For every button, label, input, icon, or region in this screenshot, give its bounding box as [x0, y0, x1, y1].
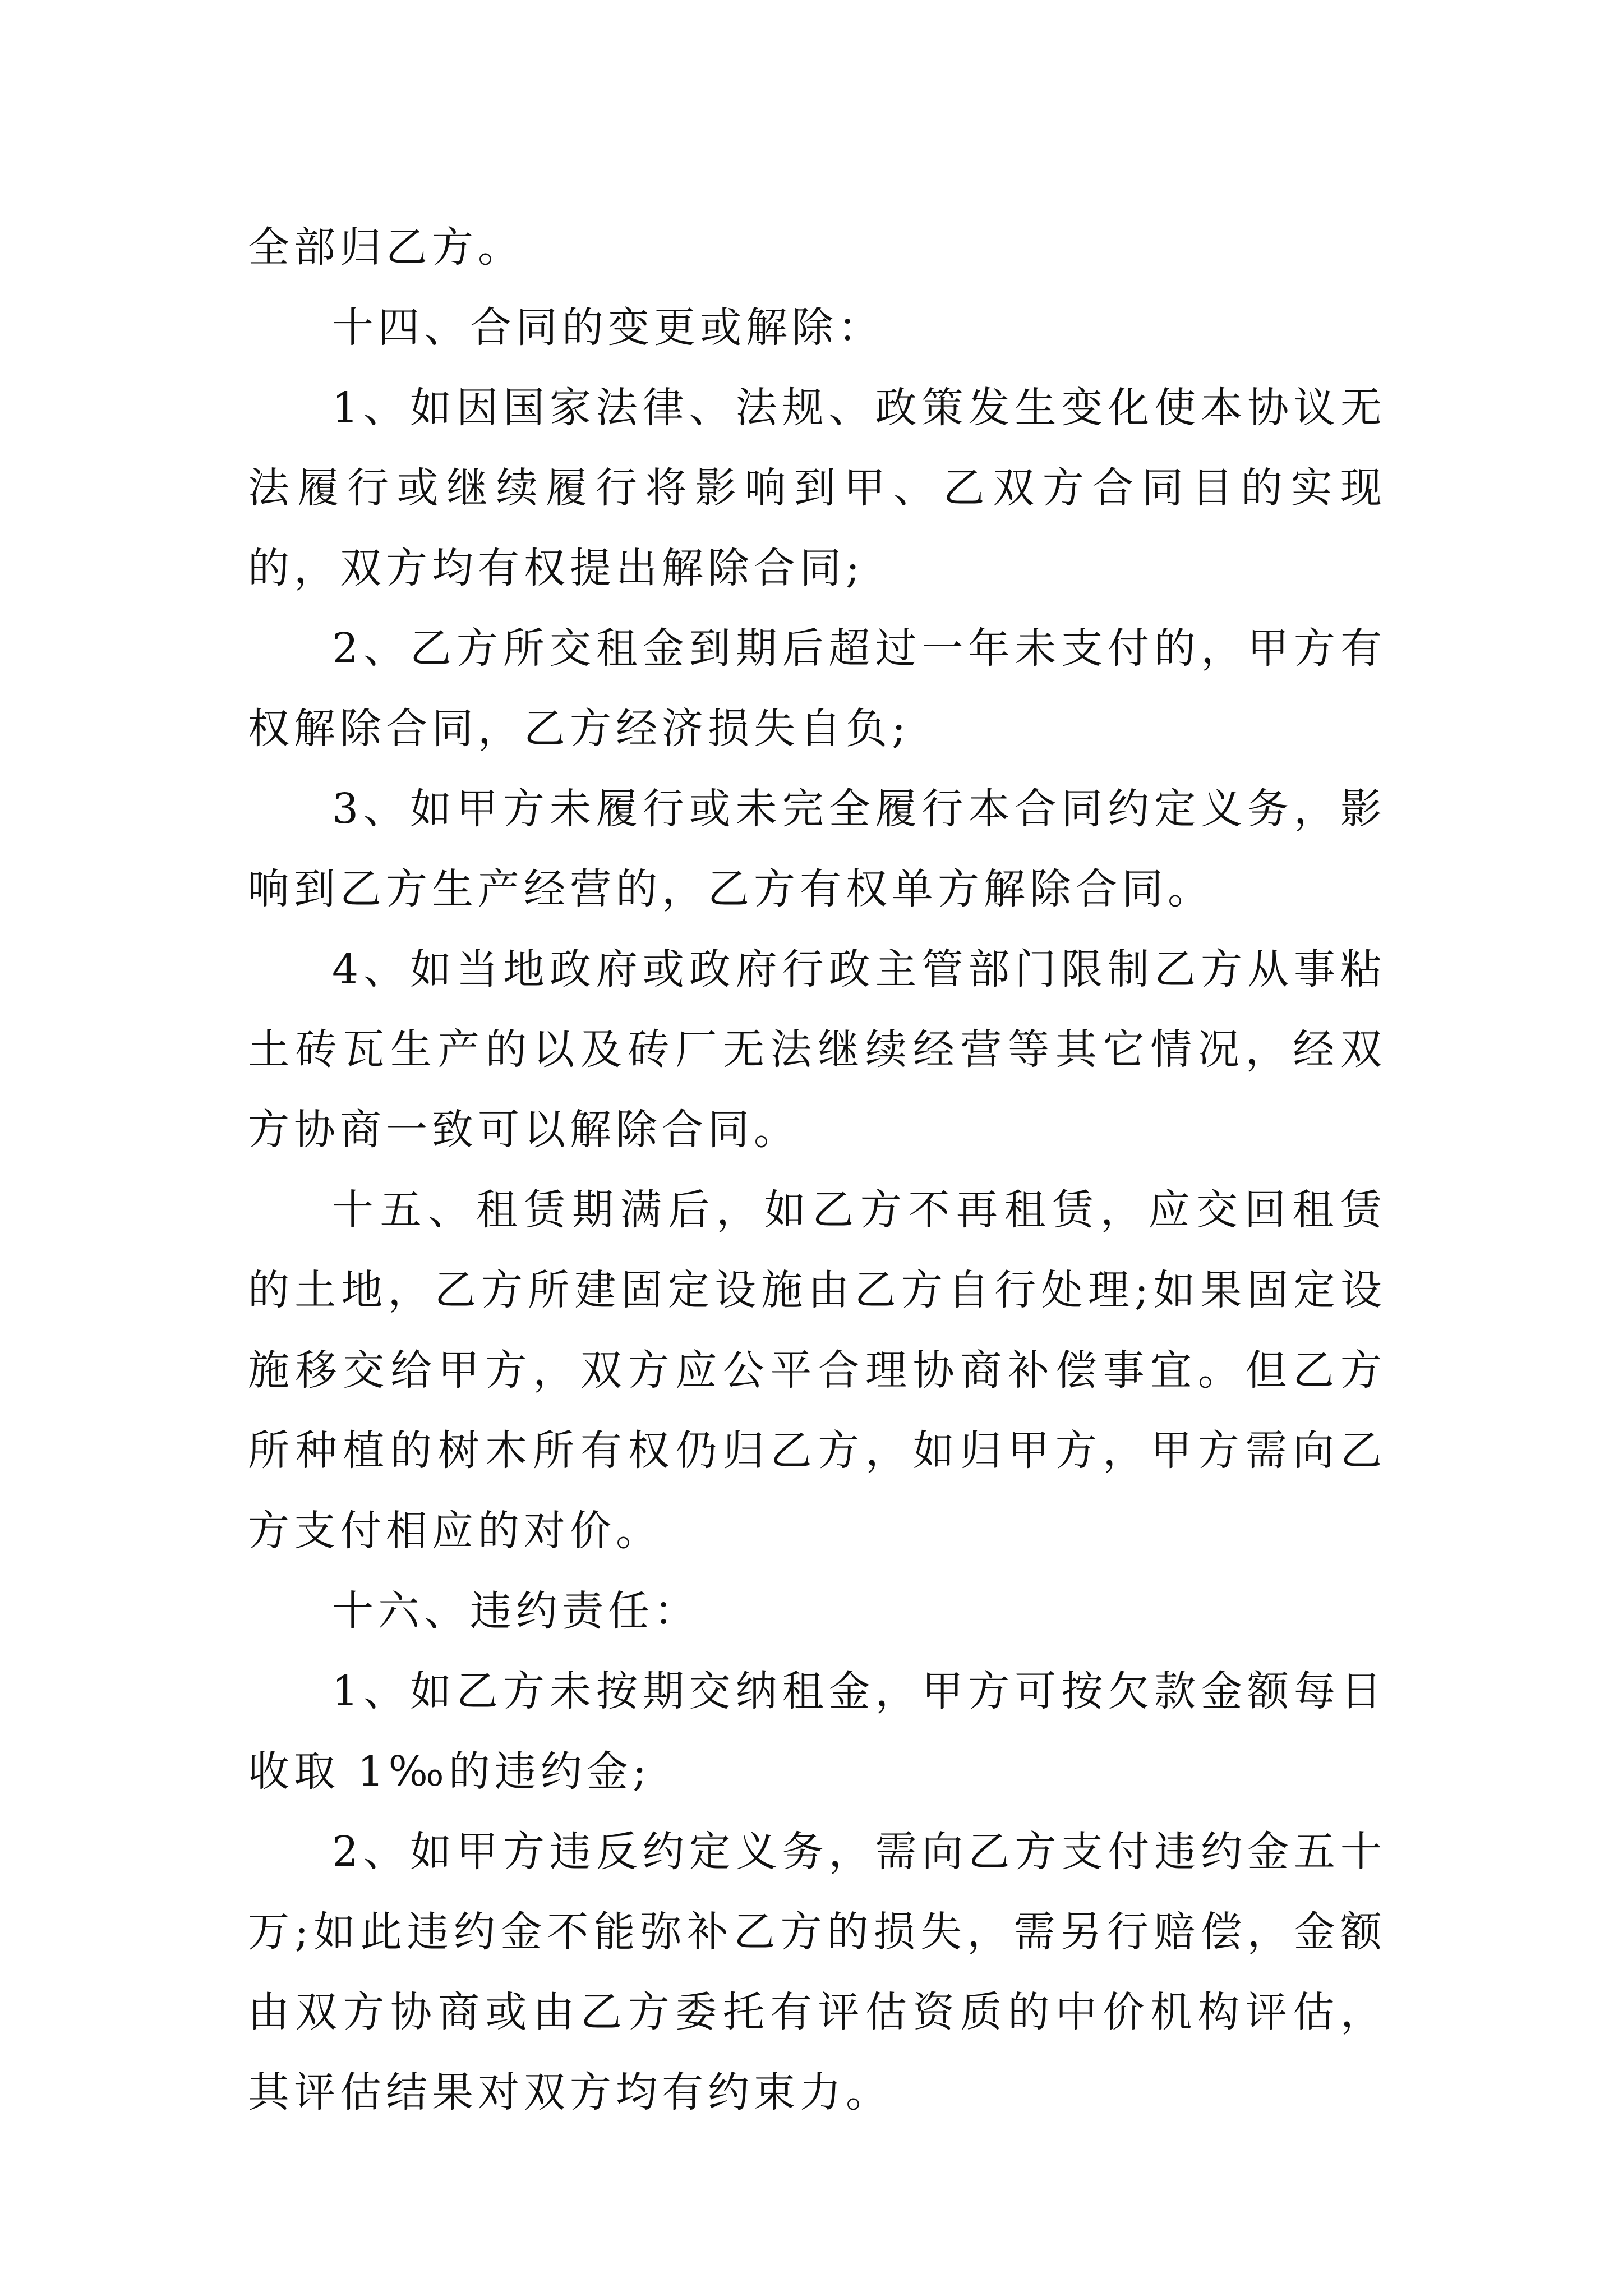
clause-14-1: 1、如因国家法律、法规、政策发生变化使本协议无法履行或继续履行将影响到甲、乙双方合同目的实现的，双方均有权提出解除合同;: [248, 384, 1386, 592]
section-15: 十五、租赁期满后，如乙方不再租赁，应交回租赁的土地，乙方所建固定设施由乙方自行处理;如果固定设施移交给甲方，双方应公平合理协商补偿事宜。但乙方所种植的树木所有权仍归乙方，如归甲方，甲方需向乙方支付相应的对价。: [248, 1186, 1386, 1555]
document-body: [248, 208, 1386, 2133]
paragraph-continuation: 全部归乙方。: [248, 223, 524, 272]
clause-16-2: 2、如甲方违反约定义务，需向乙方支付违约金五十万;如此违约金不能弥补乙方的损失，需另行赔偿，金额由双方协商或由乙方委托有评估资质的中价机构评估，其评估结果对双方均有约束力。: [248, 1828, 1386, 2116]
section-16-heading: 十六、违约责任：: [332, 1587, 700, 1635]
section-14-heading: 十四、合同的变更或解除：: [332, 303, 884, 352]
clause-14-2: 2、乙方所交租金到期后超过一年未支付的，甲方有权解除合同，乙方经济损失自负;: [248, 624, 1386, 753]
clause-14-3: 3、如甲方未履行或未完全履行本合同约定义务，影响到乙方生产经营的，乙方有权单方解除合同。: [248, 785, 1386, 913]
clause-16-1: 1、如乙方未按期交纳租金，甲方可按欠款金额每日收取 1‰的违约金;: [248, 1667, 1386, 1796]
clause-14-4: 4、如当地政府或政府行政主管部门限制乙方从事粘土砖瓦生产的以及砖厂无法继续经营等其它情况，经双方协商一致可以解除合同。: [248, 945, 1386, 1154]
